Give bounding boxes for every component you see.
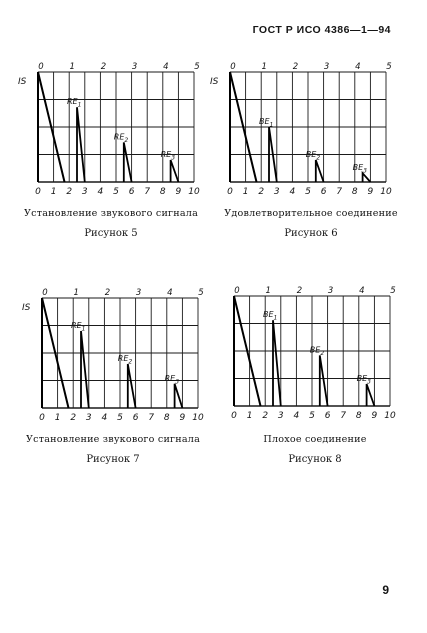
top-tick-label: 5 xyxy=(198,288,204,298)
bottom-tick-label: 4 xyxy=(97,187,104,197)
top-tick-label: 3 xyxy=(135,288,142,298)
figure-6-chart xyxy=(210,58,400,198)
bottom-tick-label: 3 xyxy=(277,411,284,421)
top-tick-label: 1 xyxy=(69,62,75,72)
peak-label: $RE_2$ xyxy=(117,354,133,366)
top-tick-label: 0 xyxy=(38,62,44,72)
top-tick-label: 2 xyxy=(100,62,107,72)
bottom-tick-label: 4 xyxy=(101,413,108,423)
bottom-tick-label: 7 xyxy=(148,413,155,423)
peak-label: $BE_3$ xyxy=(356,374,371,386)
peak-label: $BE_2$ xyxy=(305,150,321,162)
bottom-tick-label: 10 xyxy=(192,413,204,423)
figure-8-oscillogram xyxy=(214,282,404,422)
echo-peak xyxy=(81,331,89,408)
echo-peak xyxy=(273,320,281,406)
top-tick-label: 4 xyxy=(163,62,169,72)
top-tick-label: 2 xyxy=(292,62,299,72)
bottom-tick-label: 6 xyxy=(324,411,331,421)
top-tick-label: 3 xyxy=(131,62,138,72)
bottom-tick-label: 5 xyxy=(117,413,123,423)
bottom-tick-label: 7 xyxy=(144,187,151,197)
bottom-tick-label: 10 xyxy=(384,411,396,421)
bottom-tick-label: 1 xyxy=(242,187,249,197)
bottom-tick-label: 1 xyxy=(246,411,253,421)
bottom-tick-label: 2 xyxy=(66,187,73,197)
figure-7-label: Рисунок 7 xyxy=(86,454,140,465)
peak-label: $RE_3$ xyxy=(164,373,180,386)
bottom-tick-label: 0 xyxy=(39,413,45,423)
bottom-tick-label: 5 xyxy=(113,187,119,197)
echo-peak xyxy=(316,160,324,182)
bottom-tick-label: 10 xyxy=(380,187,392,197)
bottom-tick-label: 5 xyxy=(309,411,315,421)
y-axis-label: IS xyxy=(22,303,31,313)
page-number: 9 xyxy=(382,583,389,597)
bottom-tick-label: 8 xyxy=(355,411,362,421)
figure-6-label: Рисунок 6 xyxy=(284,228,338,239)
peak-label: $BE_2$ xyxy=(309,345,325,357)
top-tick-label: 0 xyxy=(234,286,240,296)
top-tick-label: 0 xyxy=(230,62,236,72)
echo-peak xyxy=(171,160,179,182)
bottom-tick-label: 3 xyxy=(81,187,88,197)
figure-8-chart xyxy=(214,282,404,422)
peak-label: $BE_3$ xyxy=(352,163,367,175)
top-tick-label: 5 xyxy=(386,62,392,72)
top-tick-label: 5 xyxy=(390,286,396,296)
bottom-tick-label: 0 xyxy=(35,187,41,197)
bottom-tick-label: 4 xyxy=(289,187,296,197)
bottom-tick-label: 6 xyxy=(132,413,139,423)
bottom-tick-label: 3 xyxy=(85,413,92,423)
figure-8-caption: Плохое соединение xyxy=(263,434,367,445)
bottom-tick-label: 9 xyxy=(367,187,374,197)
bottom-tick-label: 8 xyxy=(163,413,170,423)
top-tick-label: 1 xyxy=(265,286,271,296)
top-tick-label: 4 xyxy=(355,62,361,72)
echo-peak xyxy=(128,364,136,408)
bottom-tick-label: 9 xyxy=(179,413,186,423)
document-header: ГОСТ Р ИСО 4386—1—94 xyxy=(252,24,391,36)
top-tick-label: 4 xyxy=(359,286,365,296)
echo-peak xyxy=(124,142,132,182)
figure-5-caption: Установление звукового сигнала xyxy=(24,208,198,219)
bottom-tick-label: 10 xyxy=(188,187,200,197)
bottom-tick-label: 6 xyxy=(320,187,327,197)
echo-peak xyxy=(77,107,85,182)
figure-6-oscillogram xyxy=(210,58,400,198)
bottom-tick-label: 2 xyxy=(258,187,265,197)
top-tick-label: 2 xyxy=(296,286,303,296)
bottom-tick-label: 8 xyxy=(159,187,166,197)
echo-peak xyxy=(175,384,183,408)
peak-label: $BE_1$ xyxy=(259,117,274,129)
top-tick-label: 1 xyxy=(73,288,79,298)
bottom-tick-label: 1 xyxy=(54,413,61,423)
bottom-tick-label: 0 xyxy=(231,411,237,421)
bottom-tick-label: 7 xyxy=(336,187,343,197)
peak-label: $BE_1$ xyxy=(263,310,278,322)
bottom-tick-label: 5 xyxy=(305,187,311,197)
bottom-tick-label: 3 xyxy=(273,187,280,197)
figure-5-oscillogram xyxy=(18,58,208,198)
top-tick-label: 3 xyxy=(327,286,334,296)
peak-label: $RE_2$ xyxy=(113,132,129,144)
figure-6-caption: Удовлетворительное соединение xyxy=(224,208,398,219)
bottom-tick-label: 2 xyxy=(70,413,77,423)
bottom-tick-label: 9 xyxy=(371,411,378,421)
top-tick-label: 4 xyxy=(167,288,173,298)
bottom-tick-label: 9 xyxy=(175,187,182,197)
top-tick-label: 5 xyxy=(194,62,200,72)
bottom-tick-label: 8 xyxy=(351,187,358,197)
bottom-tick-label: 2 xyxy=(262,411,269,421)
y-axis-label: IS xyxy=(18,77,27,87)
figure-5-chart xyxy=(18,58,208,198)
peak-label: $RE_1$ xyxy=(67,97,82,109)
peak-label: $RE_3$ xyxy=(160,150,176,162)
figure-5-label: Рисунок 5 xyxy=(84,228,138,239)
echo-peak xyxy=(367,384,375,406)
figure-8-label: Рисунок 8 xyxy=(288,454,342,465)
bottom-tick-label: 1 xyxy=(50,187,57,197)
bottom-tick-label: 4 xyxy=(293,411,300,421)
bottom-tick-label: 7 xyxy=(340,411,347,421)
bottom-tick-label: 0 xyxy=(227,187,233,197)
top-tick-label: 0 xyxy=(42,288,48,298)
echo-peak xyxy=(320,355,328,406)
y-axis-label: IS xyxy=(210,77,219,87)
top-tick-label: 2 xyxy=(104,288,111,298)
top-tick-label: 1 xyxy=(261,62,267,72)
figure-7-chart xyxy=(22,284,212,424)
peak-label: $RE_1$ xyxy=(71,321,86,333)
top-tick-label: 3 xyxy=(323,62,330,72)
figure-7-oscillogram xyxy=(22,284,212,424)
bottom-tick-label: 6 xyxy=(128,187,135,197)
figure-7-caption: Установление звукового сигнала xyxy=(26,434,200,445)
